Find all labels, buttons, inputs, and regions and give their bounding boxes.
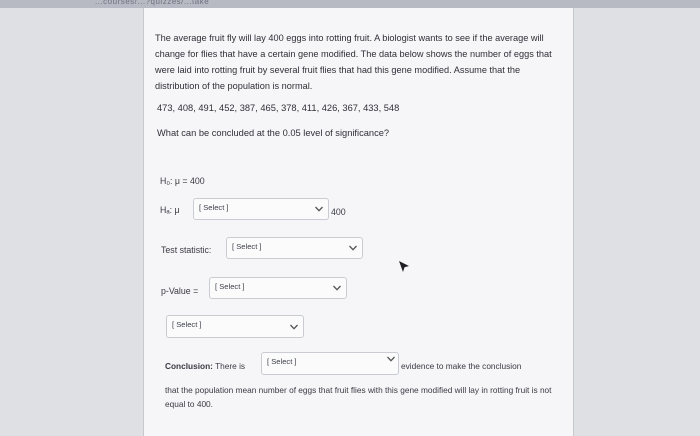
p-value-select-text: [ Select ] <box>215 282 245 291</box>
chevron-down-icon <box>290 324 298 329</box>
question-ask: What can be concluded at the 0.05 level of significance? <box>157 128 390 138</box>
test-statistic-select-text: [ Select ] <box>232 242 262 251</box>
h0-equals: = 400 <box>182 176 205 186</box>
h0-label: H₀: μ <box>160 176 180 186</box>
decision-select[interactable] <box>166 315 304 338</box>
conclusion-there-is: There is <box>215 361 246 371</box>
p-value-label: p-Value <box>161 286 191 296</box>
conclusion-select-text: [ Select ] <box>267 357 297 366</box>
p-value-row <box>161 286 198 296</box>
chevron-down-icon <box>315 207 323 212</box>
h0-row <box>160 176 205 186</box>
mouse-cursor-icon <box>399 261 410 273</box>
conclusion-after: evidence to make the conclusion <box>401 361 522 371</box>
ha-select-text: [ Select ] <box>199 203 229 212</box>
test-statistic-select[interactable] <box>226 237 363 259</box>
conclusion-select[interactable] <box>261 352 399 375</box>
question-text: The average fruit fly will lay 400 eggs into rotting fruit. A biologist wants to see if the average will change for flies that have a certain gene modified. The data below shows the number of eggs that were laid into rotting fruit by several fruit flies that had this gene modified. Assume that the distribution of the population is normal. <box>155 33 552 91</box>
conclusion-lead <box>165 361 245 371</box>
chevron-down-icon <box>333 286 341 291</box>
test-statistic-label: Test statistic: <box>161 245 212 255</box>
ha-operator-select[interactable] <box>193 198 329 220</box>
url-fragment: ...courses/...?quizzes/...take <box>95 0 210 6</box>
p-value-equals: = <box>193 286 199 296</box>
data-values: 473, 408, 491, 452, 387, 465, 378, 411, 426, 367, 433, 548 <box>157 103 400 113</box>
p-value-select[interactable] <box>209 277 347 299</box>
chevron-down-icon <box>387 357 395 362</box>
ha-value: 400 <box>331 207 346 217</box>
chevron-down-icon <box>349 246 357 251</box>
ha-label: Hₐ: μ <box>160 205 180 215</box>
decision-select-text: [ Select ] <box>172 320 202 329</box>
conclusion-rest: that the population mean number of eggs that fruit flies with this gene modified will lay in rotting fruit is not equal to 400. <box>165 385 552 409</box>
browser-top-bar <box>0 0 700 8</box>
conclusion-prefix: Conclusion: <box>165 361 213 371</box>
